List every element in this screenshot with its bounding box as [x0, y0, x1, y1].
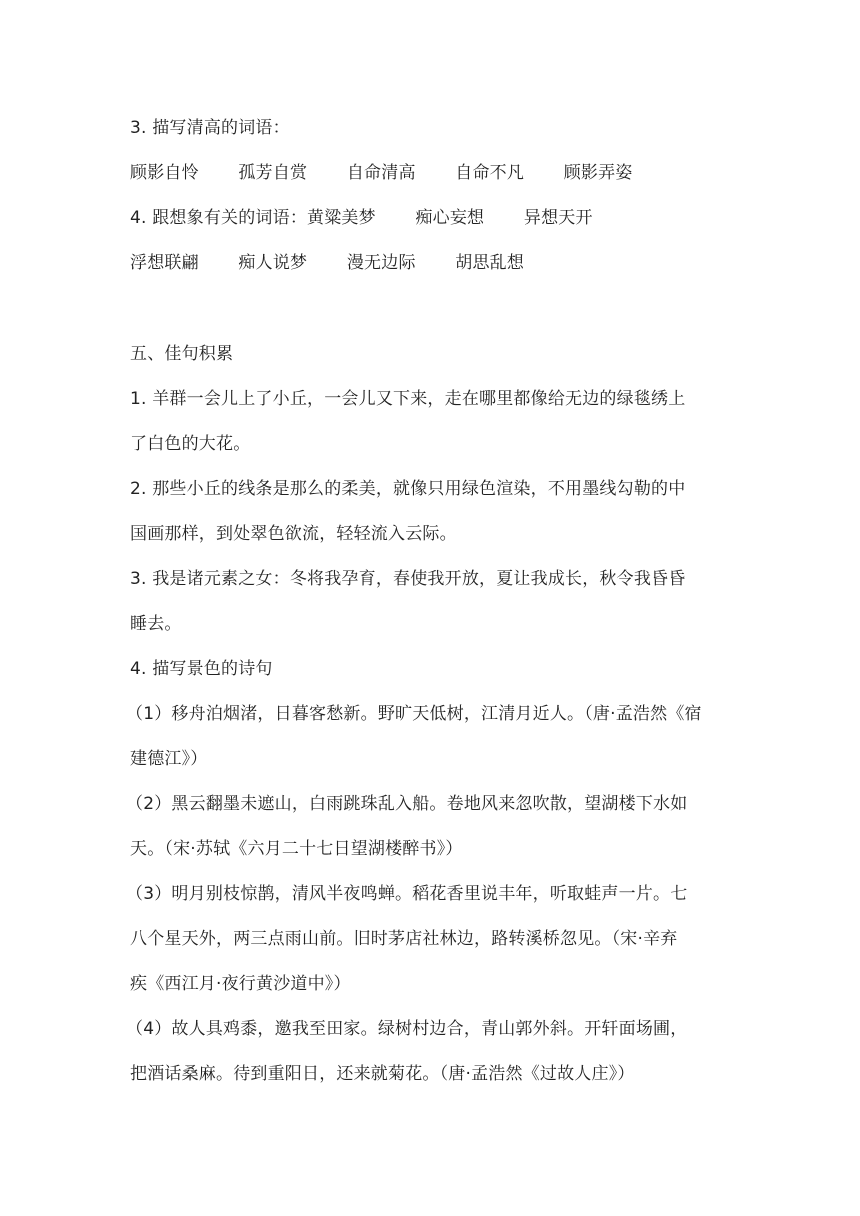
poem-2-line-2: 天。（宋·苏轼《六月二十七日望湖楼醉书》） [130, 839, 463, 859]
poem-1-line-2: 建德江》） [130, 749, 208, 769]
poem-3-line-3: 疾《西江月·夜行黄沙道中》） [130, 974, 351, 994]
poem-3-line-1: （3）明月别枝惊鹊，清风半夜鸣蝉。稻花香里说丰年，听取蛙声一片。七 [126, 884, 688, 904]
section5-title: 五、佳句积累 [130, 344, 234, 364]
word: 顾影自怜 [130, 163, 199, 183]
item3-heading: 3. 描写清高的词语： [130, 118, 290, 138]
sentence-3-line-2: 睡去。 [130, 614, 182, 634]
word: 异想天开 [523, 208, 593, 228]
word: 自命清高 [346, 163, 416, 183]
poem-3-line-2: 八个星天外，两三点雨山前。旧时茅店社林边，路转溪桥忽见。（宋·辛弃 [130, 929, 678, 949]
poem-2-line-1: （2）黑云翻墨未遮山，白雨跳珠乱入船。卷地风来忽吹散，望湖楼下水如 [126, 794, 688, 814]
sentence-3-line-1: 3. 我是诸元素之女：冬将我孕育，春使我开放，夏让我成长，秋令我昏昏 [130, 569, 686, 589]
word: 顾影弄姿 [563, 163, 633, 183]
poems-heading: 4. 描写景色的诗句 [130, 659, 273, 679]
word: 浮想联翩 [130, 253, 199, 273]
sentence-2-line-2: 国画那样，到处翠色欲流，轻轻流入云际。 [130, 524, 457, 544]
word: 孤芳自赏 [238, 163, 308, 183]
poem-4-line-1: （4）故人具鸡黍，邀我至田家。绿树村边合，青山郭外斜。开轩面场圃， [126, 1019, 688, 1039]
word: 漫无边际 [346, 253, 416, 273]
word: 胡思乱想 [455, 253, 525, 273]
word: 痴心妄想 [415, 208, 485, 228]
poem-4-line-2: 把酒话桑麻。待到重阳日，还来就菊花。（唐·孟浩然《过故人庄》） [130, 1064, 635, 1084]
sentence-1-line-2: 了白色的大花。 [130, 434, 251, 454]
sentence-2-line-1: 2. 那些小丘的线条是那么的柔美，就像只用绿色渲染，不用墨线勾勒的中 [130, 479, 686, 499]
item4-heading: 4. 跟想象有关的词语： [130, 208, 308, 228]
word: 自命不凡 [455, 163, 525, 183]
item3-word-list [130, 161, 633, 185]
word: 痴人说梦 [238, 253, 308, 273]
sentence-1-line-1: 1. 羊群一会儿上了小丘，一会儿又下来，走在哪里都像给无边的绿毯绣上 [130, 389, 686, 409]
poem-1-line-1: （1）移舟泊烟渚，日暮客愁新。野旷天低树，江清月近人。（唐·孟浩然《宿 [126, 704, 702, 724]
item4-word-list [130, 251, 524, 275]
item4-line [130, 206, 593, 230]
word: 黄粱美梦 [307, 208, 376, 228]
